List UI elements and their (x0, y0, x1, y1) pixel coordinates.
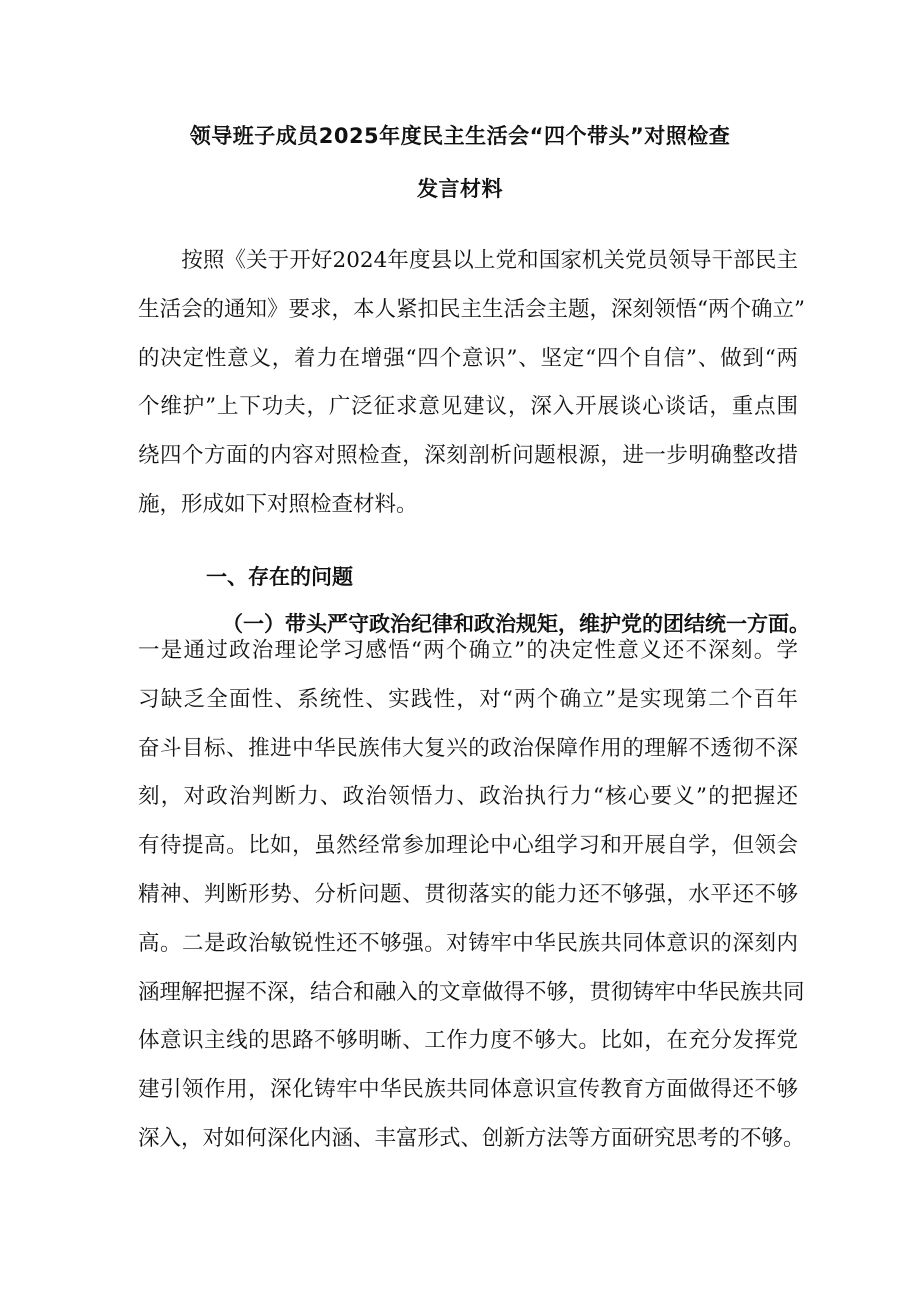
body-line: 体意识主线的思路不够明晰、工作力度不够大。比如，在充分发挥党 (138, 1028, 798, 1054)
body-line: 高。二是政治敏锐性还不够强。对铸牢中华民族共同体意识的深刻内 (138, 930, 798, 956)
section-heading-problems: 一、存在的问题 (206, 565, 353, 589)
subsection-heading-discipline: （一）带头严守政治纪律和政治规矩，维护党的团结统一方面。 (222, 612, 810, 636)
body-line: 涵理解把握不深，结合和融入的文章做得不够，贯彻铸牢中华民族共同 (138, 979, 805, 1005)
subsection-paragraph (138, 627, 805, 1164)
intro-line: 个维护”上下功夫，广泛征求意见建议，深入开展谈心谈话，重点围 (138, 394, 798, 420)
body-line: 习缺乏全面性、系统性、实践性，对“两个确立”是实现第二个百年 (138, 686, 798, 712)
intro-line: 绕四个方面的内容对照检查，深刻剖析问题根源，进一步明确整改措 (138, 443, 798, 469)
intro-line: 按照《关于开好2024年度县以上党和国家机关党员领导干部民主 (138, 248, 798, 273)
document-title-line-1: 领导班子成员2025年度民主生活会“四个带头”对照检查 (189, 124, 731, 148)
body-line: 奋斗目标、推进中华民族伟大复兴的政治保障作用的理解不透彻不深 (138, 735, 798, 761)
body-line: 深入，对如何深化内涵、丰富形式、创新方法等方面研究思考的不够。 (138, 1125, 805, 1151)
body-line: 刻，对政治判断力、政治领悟力、政治执行力“核心要义”的把握还 (138, 784, 798, 810)
intro-line: 施，形成如下对照检查材料。 (138, 491, 418, 517)
intro-line: 的决定性意义，着力在增强“四个意识”、坚定“四个自信”、做到“两 (138, 345, 798, 371)
body-line: 一是通过政治理论学习感悟“两个确立”的决定性意义还不深刻。学 (138, 638, 798, 663)
body-line: 精神、判断形势、分析问题、贯彻落实的能力还不够强，水平还不够 (138, 881, 798, 907)
intro-paragraph (138, 237, 805, 530)
document-title-line-2: 发言材料 (417, 177, 503, 201)
intro-line: 生活会的通知》要求，本人紧扣民主生活会主题，深刻领悟“两个确立” (138, 296, 805, 322)
body-line: 建引领作用，深化铸牢中华民族共同体意识宣传教育方面做得还不够 (138, 1077, 798, 1103)
body-line: 有待提高。比如，虽然经常参加理论中心组学习和开展自学，但领会 (138, 833, 798, 859)
